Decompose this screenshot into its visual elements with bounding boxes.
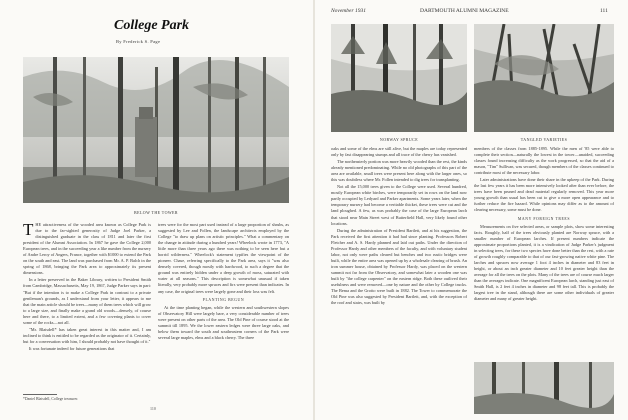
section-heading: PLANTING BEGUN [202, 297, 245, 302]
paragraph: The northeasterly portion was more heavily wooded than the rest, the kinds already mentioned predominating. While no old photographs of this part of the area are available, small trees were present here along with the larger ones, so this was doubtless where Mr. Follen intended to dig trees for transplanting. [331, 159, 467, 183]
paragraph: At the time planting began, while the western and southwestern slopes of Observatory Hill were largely bare, a very considerable number of trees were present on other parts of the area. The Old Pine of course stood at the summit till 1895. We the lower eastern ledges were three large oaks, and below them toward the south and southeastern corners of the Park were several large maples, elms and a black cherry. The three [158, 304, 289, 340]
drop-cap: T [23, 222, 34, 239]
left-column-1 [23, 222, 151, 392]
paragraph: In a letter preserved in the Baker Library, written to President Smith from Cambridge, Massachusetts, May 19, 1867, Judge Parker says in part: "But if the intention is to make a College Park in contrast to a private gentleman's grounds, as I understand from your letter, it appears to me that the main article should be trees—many of them trees which will grow to a large size, and finally make a grand old woods—densely, of course here and there, to a limited extent, and a few covering plants to cover some of the rocks—not all. [23, 277, 151, 325]
caption-norway-spruce: NORWAY SPRUCE [379, 137, 419, 142]
section-heading: MANY FOREIGN TREES [517, 216, 571, 221]
bottom-right-photo [474, 362, 614, 414]
article-title: College Park [114, 18, 190, 33]
caption-tangled-varieties: TANGLED VARIETIES [520, 137, 568, 142]
article-byline: By Frederick S. Page [116, 39, 161, 44]
footnote-rule [23, 394, 57, 395]
footnote: *Daniel Blaisdell, College treasurer. [23, 397, 79, 401]
right-page [315, 0, 628, 420]
paragraph: THE attractiveness of the wooded area known as College Park is due to the far-sighted generosity of Judge Joel Parker, a distinguished graduate in the class of 1811 and later the first president of the Alumni Association. In 1867 he gave the College 2,000 European trees, and in the succeeding year a like number from the nursery of Andre Leroy of Angers, France, together with $1000 to extend the Park on the south and east. The land was purchased from Mr. A. P. Balch in the spring of 1868, bringing the Park area to approximately its present dimensions. [23, 222, 151, 276]
tower-photo [23, 57, 289, 203]
paragraph: Later administrations have done their share in the upkeep of the Park. During the last few years it has been more intensively looked after than ever before, the trees have been pruned and dead material regularly removed. This year more young growth than usual has been cut to give a more open appearance and to further reduce the fire hazard. While opinions may differ as to the amount of clearing necessary, some must be done. [474, 177, 614, 213]
tangled-varieties-photo [474, 24, 614, 132]
paragraph: members of the classes from 1885-1895. While the men of '85 were able to complete their section—naturally the lowest in the tower—unaided, succeeding classes found increasing difficulty as the work progressed, so that the aid of a mason, "Tim" Sullivan, was secured, though members of the classes continued to contribute most of the necessary labor. [474, 146, 614, 176]
running-head-page: 111 [600, 8, 608, 14]
page-number: 110 [150, 406, 156, 411]
paragraph: Not all the 15,000 trees given to the College were used. Several hundred, mostly European white birches, were temporarily set in rows on the land now partly occupied by Ledyard and Parker apartments. Some years later, when the temporary nursery had become a veritable thicket, these trees were cut and the land ploughed. A few, as was probably the case of the large European larch that stood near Main Street west of Butterfield Hall, very likely found other locations. [331, 184, 467, 226]
paragraph: During the administration of President Bartlett, and at his suggestion, the Park received the first attention it had had since planting. Professors Robert Fletcher and A. S. Hardy planned and laid out paths. Under the direction of Professor Hardy and other members of the faculty, and with voluntary student labor, not only were paths cleared but benches and two rustic bridges were built, while the entire area was opened up by a wholesale clearing of brush. An iron summer house, obtained by Professor Hardy, was placed on the western summit not far from the Observatory, and somewhat later a wooden one was built by "the college carpenter" on the eastern ridge. Both these outlived their usefulness and were removed—one by nature and the other by College trucks. The Bema and the Grotto were built in 1882. The Tower to commemorate the Old Pine was also suggested by President Bartlett, and, with the exception of the roof and stairs, was built by [331, 227, 467, 306]
right-column-1 [331, 146, 467, 414]
running-head-title: DARTMOUTH ALUMNI MAGAZINE [420, 8, 509, 14]
running-head-date: November 1931 [331, 8, 366, 14]
paragraph: oaks and some of the elms are still alive, but the maples are today represented only by fast disappearing stumps and all trace of the cherry has vanished. [331, 146, 467, 158]
paragraph: trees were for the most part used instead of a large proportion of shrubs, as suggested by Lee and Follen, the landscape architects employed by the College "to draw up plans on artistic principles." What a commentary on the change in attitude during a hundred years! Wheelock wrote in 1773, "A little more than three years ago there was nothing to be seen here but a horrid wilderness." Wheelock's statement typifies the viewpoint of the pioneer. Chase, referring specifically to the Park area, says it "was also densely covered, though mostly with hardwood, to such a degree that the ground was entirely hidden under a deep growth of moss, saturated with water at all seasons." This description is somewhat unusual if taken literally, very probably more spruces and firs were present than indicates. In any case, the original trees were largely gone and their loss was felt. [158, 222, 289, 294]
paragraph: It was fortunate indeed for future generations that [29, 345, 115, 351]
left-column-2 [158, 222, 289, 402]
norway-spruce-photo [331, 24, 467, 132]
paragraph: "Mr. Blaisdell* has taken great interest in this matter and, I am inclined to think is entitled to be regarded as the originator of it. Certainly, but for a conversation with him, I should probably not have thought of it." [23, 326, 151, 344]
left-page [0, 0, 313, 420]
paragraph: Measurements on five selected areas, or sample plots, show some interesting facts. Roughly, half of the trees obviously planted are Norway spruce, with a smaller number of European larches. If present numbers indicate the approximate proportions planted, it is a vindication of Judge Parker's judgment in selecting trees, for these two species have done better than the rest, with a rate of growth roughly comparable to that of our fast-growing native white pine. The larches and spruces now average 1 foot 4 inches in diameter and 83 feet in height, or about an inch greater diameter and 10 feet greater height than the average for all the trees on the plots. Many of the trees are of course much larger than the averages indicate. One magnificent European larch, standing just east of Smith Hall, is 2 feet 4 inches in diameter and 98 feet tall. This is probably the largest tree in the stand, although there are some other individuals of greater diameter and many of greater height. [474, 223, 614, 302]
photo-caption: BELOW THE TOWER [134, 210, 178, 215]
